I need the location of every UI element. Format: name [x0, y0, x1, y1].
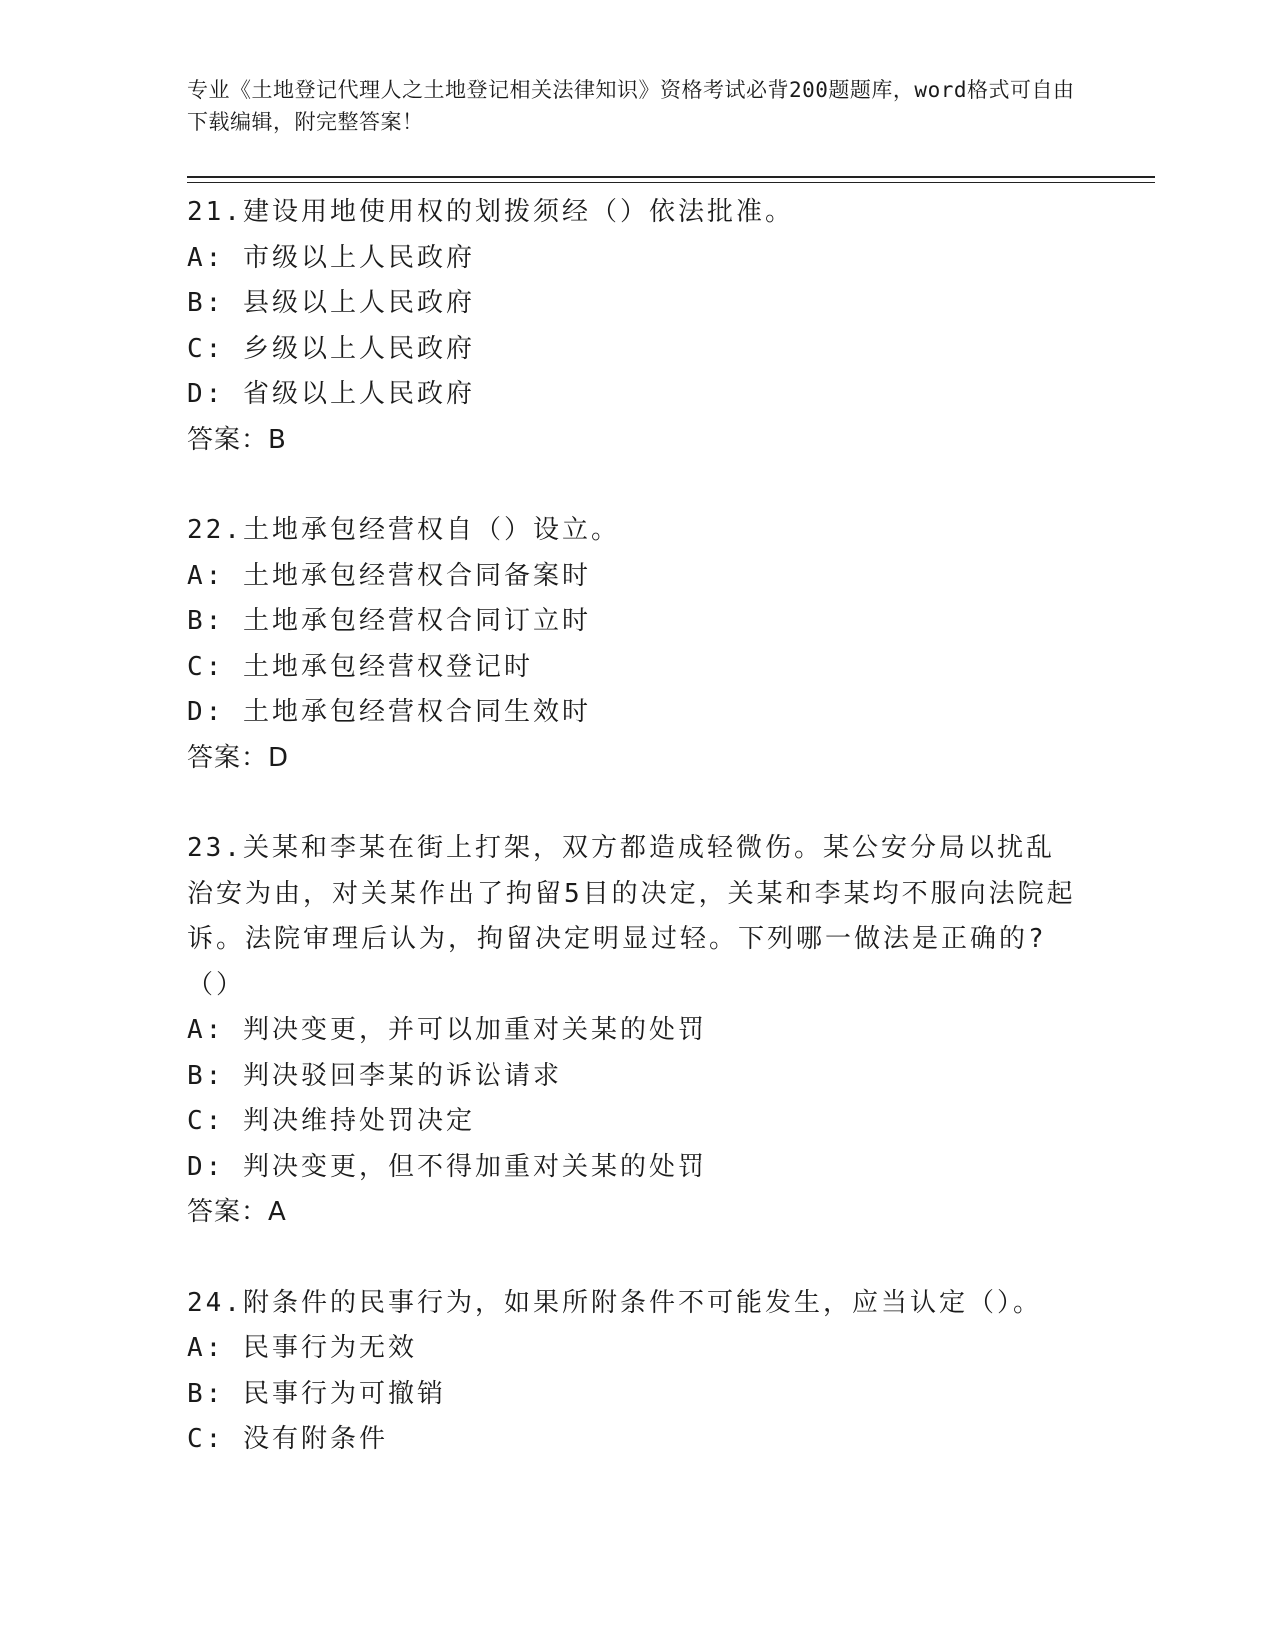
- option-c: C: 土地承包经营权登记时: [187, 651, 533, 682]
- option-d: D: 省级以上人民政府: [187, 379, 475, 409]
- option-c: C: 判决维持处罚决定: [187, 1106, 475, 1136]
- header-rule-thin: [187, 182, 1155, 183]
- answer: 答案：B: [187, 424, 287, 455]
- option-b: B: 判决驳回李某的诉讼请求: [187, 1060, 562, 1091]
- option-c: C: 乡级以上人民政府: [187, 333, 475, 364]
- option-b: B: 民事行为可撤销: [187, 1378, 446, 1409]
- option-d: D: 判决变更，但不得加重对关某的处罚: [187, 1151, 707, 1182]
- option-a: A: 民事行为无效: [187, 1333, 417, 1363]
- header-rule-thick: [187, 176, 1155, 178]
- answer: 答案：D: [187, 742, 290, 773]
- question-23: [187, 826, 1087, 1236]
- option-b: B: 县级以上人民政府: [187, 288, 475, 318]
- question-stem: 24.附条件的民事行为，如果所附条件不可能发生，应当认定（）。: [187, 1287, 1042, 1318]
- option-c: C: 没有附条件: [187, 1424, 388, 1454]
- answer: 答案：A: [187, 1197, 287, 1227]
- option-a: A: 土地承包经营权合同备案时: [187, 560, 591, 591]
- option-a: A: 市级以上人民政府: [187, 242, 475, 273]
- question-24: [187, 1281, 1087, 1463]
- question-21: [187, 190, 1087, 463]
- document-header: 专业《土地登记代理人之土地登记相关法律知识》资格考试必背200题题库，word格式可自由下载编辑，附完整答案！: [187, 78, 1075, 134]
- question-stem: 22.土地承包经营权自（）设立。: [187, 515, 620, 545]
- question-list: [187, 190, 1087, 1508]
- question-stem: 21.建设用地使用权的划拨须经（）依法批准。: [187, 197, 794, 227]
- option-b: B: 土地承包经营权合同订立时: [187, 606, 591, 636]
- question-stem: 23.关某和李某在街上打架，双方都造成轻微伤。某公安分局以扰乱治安为由，对关某作出了拘留5目的决定，关某和李某均不服向法院起诉。法院审理后认为，拘留决定明显过轻。下列哪一做法是正确的?（）: [187, 833, 1076, 1000]
- option-d: D: 土地承包经营权合同生效时: [187, 697, 591, 727]
- question-22: [187, 508, 1087, 781]
- option-a: A: 判决变更，并可以加重对关某的处罚: [187, 1015, 707, 1045]
